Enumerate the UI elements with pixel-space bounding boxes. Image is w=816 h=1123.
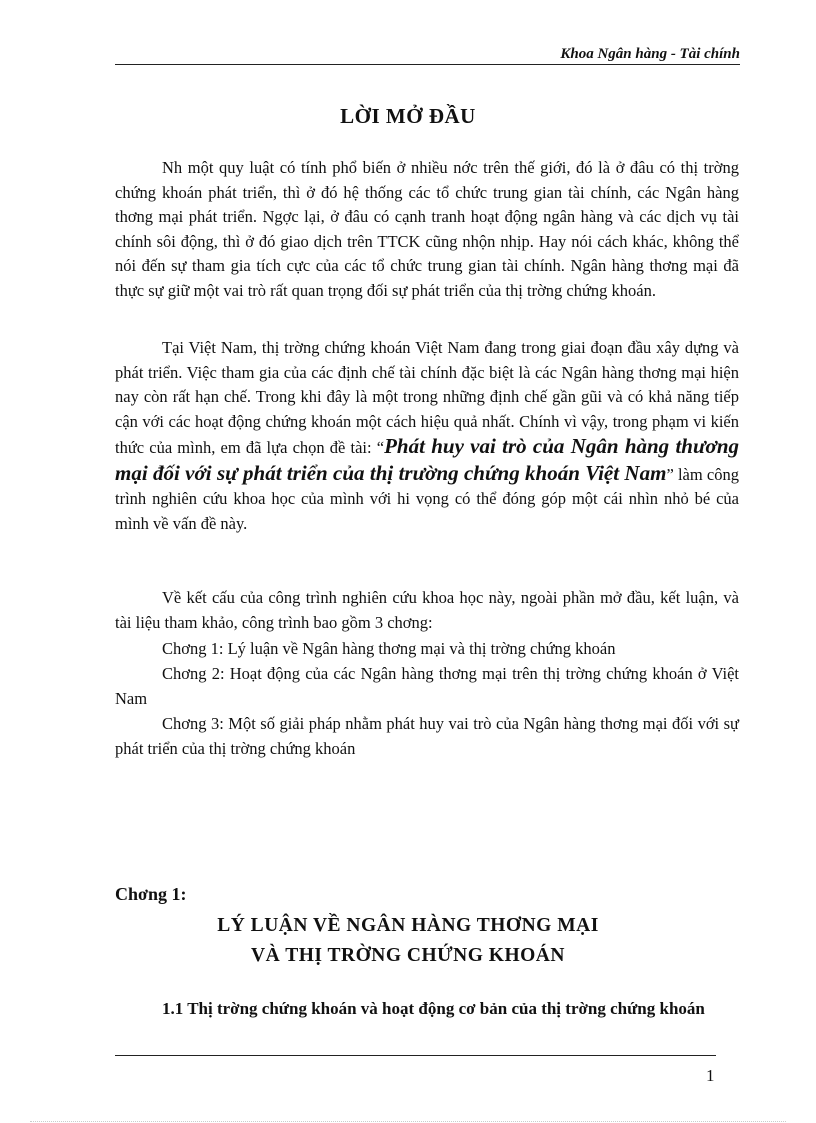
footer-rule (115, 1055, 716, 1056)
chapter-title-line-2: VÀ THỊ TRỜNG CHỨNG KHOÁN (251, 945, 565, 966)
paragraph-topic-tail: ” làm công trình nghiên cứu khoa học của mình với hi vọng có thể đóng góp một cái nhìn nhỏ bé của mình về vấn đề này. (115, 464, 740, 533)
section-heading: 1.1 Thị trờng chứng khoán và hoạt động cơ bản của thị trờng chứng khoán (162, 999, 705, 1018)
paragraph-intro: Nh một quy luật có tính phổ biến ở nhiều nớc trên thế giới, đó là ở đâu có thị trờng chứng khoán phát triển, thì ở đó hệ thống các tổ chức trung gian tài chính, các Ngân hàng thơng mại phát triển. Ngợc lại, ở đâu có cạnh tranh hoạt động ngân hàng và các dịch vụ tài chính sôi động, thì ở đó giao dịch trên TTCK cũng nhộn nhịp. Hay nói cách khác, không thể nói đến sự tham gia tích cực của các tổ chức trung gian tài chính. Ngân hàng thơng mại đã thực sự giữ một vai trò rất quan trọng đối sự phát triển của thị trờng chứng khoán. (115, 158, 739, 300)
chapter-title-line-1: LÝ LUẬN VỀ NGÂN HÀNG THƠNG MẠI (217, 915, 599, 936)
paragraph-structure: Về kết cấu của công trình nghiên cứu khoa học này, ngoài phần mở đầu, kết luận, và tài liệu tham khảo, công trình bao gồm 3 chơng: (115, 588, 739, 632)
page-edge-divider (30, 1121, 786, 1122)
chapter-list-item-2: Chơng 2: Hoạt động của các Ngân hàng thơng mại trên thị trờng chứng khoán ở Việt Nam (115, 664, 739, 708)
page-title: LỜI MỞ ĐẦU (340, 104, 476, 128)
page-number: 1 (706, 1066, 715, 1085)
chapter-list-item-3: Chơng 3: Một số giải pháp nhằm phát huy vai trò của Ngân hàng thơng mại đối với sự phát triển của thị trờng chứng khoán (115, 714, 739, 758)
header-rule (115, 64, 740, 65)
paragraph-topic-text: Tại Việt Nam, thị trờng chứng khoán Việt Nam đang trong giai đoạn đầu xây dựng và phát triển. Việc tham gia của các định chế tài chính đặc biệt là các Ngân hàng thơng mại hiện nay còn rất hạn chế. Trong khi đây là một trong những định chế gần gũi và có khả năng tiếp cận với các hoạt động chứng khoán một cách hiệu quả nhất. Chính vì vậy, trong phạm vi kiến thức của mình, em đã lựa chọn đề tài: “ (115, 338, 739, 457)
page-header: Khoa Ngân hàng - Tài chính (560, 46, 740, 62)
chapter-list-item-1: Chơng 1: Lý luận về Ngân hàng thơng mại và thị trờng chứng khoán (162, 639, 616, 658)
chapter-heading: Chơng 1: (115, 884, 187, 904)
paragraph-topic (115, 336, 739, 536)
thesis-title: Phát huy vai trò của Ngân hàng thương mại đối với sự phát triển của thị trường chứng khoán Việt Nam (115, 434, 739, 485)
